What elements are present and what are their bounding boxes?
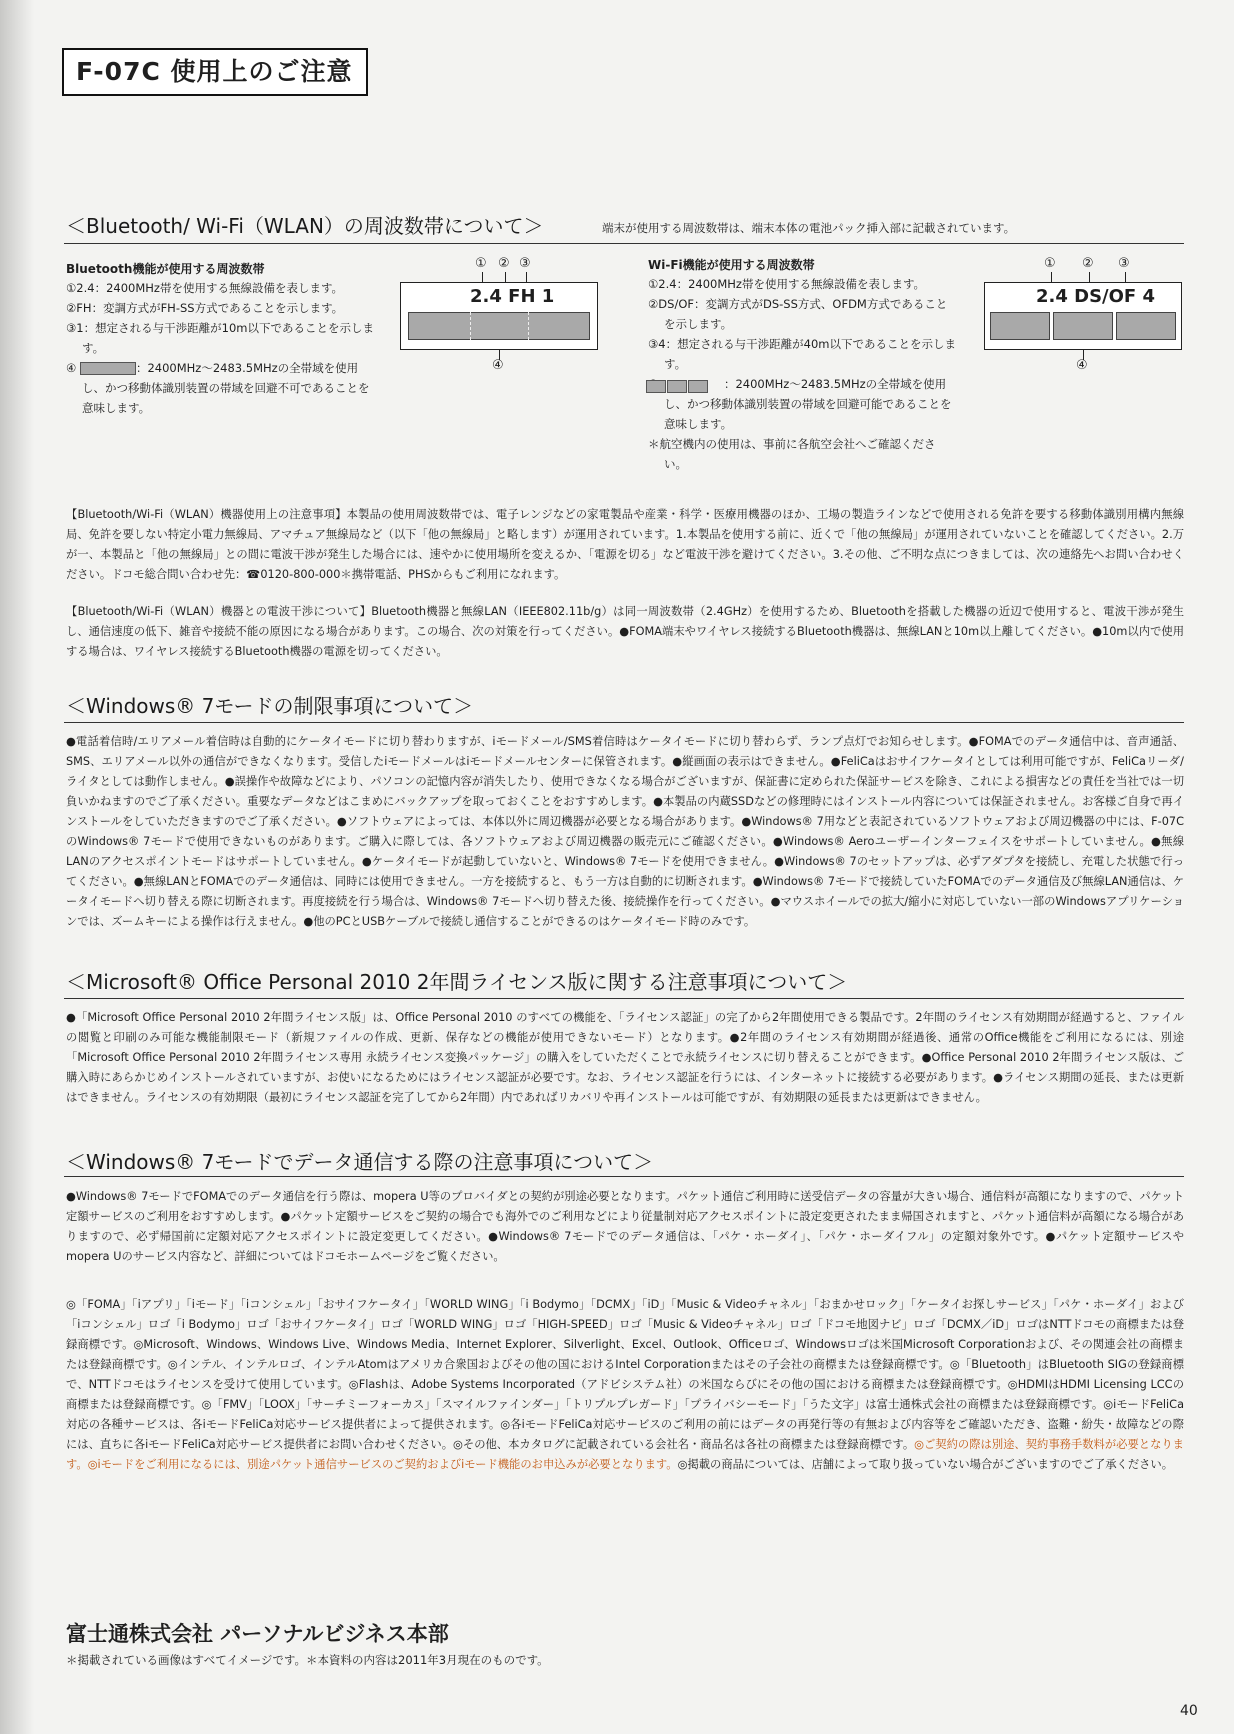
windows-section-title: ＜Windows® 7モードの制限事項について＞: [66, 694, 474, 718]
section-divider: [64, 243, 1184, 244]
list-item: [66, 358, 376, 418]
bt-marker-3: ③: [519, 256, 531, 271]
list-item: ＊航空機内の使用は、事前に各航空会社へご確認ください。: [648, 437, 936, 471]
list-item: [648, 374, 956, 434]
contract-notice-text: ◎ご契約の際は別途、契約事務手数料が必要となります。◎iモードをご利用になるには、別途パケット通信サービスのご契約およびiモード機能のお申込みが必要となります。: [66, 1438, 1184, 1471]
page-title: F-07C 使用上のご注意: [62, 48, 368, 96]
wifi-item4-text: ：2400MHz～2483.5MHzの全帯域を使用し、かつ移動体識別装置の帯域を回避可能であることを意味します。: [664, 377, 952, 431]
wifi-code: 2.4 DS/OF 4: [1036, 286, 1156, 307]
bt-marker-2: ②: [498, 256, 510, 271]
wifi-band-segment: [1116, 312, 1176, 340]
list-item: ①2.4：2400MHz帯を使用する無線設備を表します。: [648, 277, 926, 291]
wifi-band-segment: [1053, 312, 1113, 340]
store-notice-text: ◎掲載の商品については、店舗によって取り扱っていない場合がございますのでご了承ください。: [677, 1458, 1174, 1471]
wifi-item-list: [648, 274, 956, 474]
wifi-frequency-diagram: [984, 256, 1184, 372]
segmented-band-icon: [662, 379, 724, 390]
wifi-marker-4: ④: [1076, 358, 1088, 373]
bt-item-list: [66, 278, 376, 418]
company-name: 富士通株式会社 パーソナルビジネス本部: [66, 1622, 449, 1646]
list-item: ②FH：変調方式がFH-SS方式であることを示します。: [66, 301, 344, 315]
bluetooth-section-title: ＜Bluetooth/ Wi-Fi（WLAN）の周波数帯について＞: [66, 214, 544, 238]
bt-code: 2.4 FH 1: [470, 286, 555, 307]
bt-caution-paragraph: 【Bluetooth/Wi-Fi（WLAN）機器使用上の注意事項】本製品の使用周波数帯では、電子レンジなどの家電製品や産業・科学・医療用機器のほか、工場の製造ラインなどで使用される免許を要する移動体識別用構内無線局、免許を要しない特定小電力無線局、アマチュア無線局など（以下「他の無線局」と略します）が運用されています。1.本製品を使用する前に、近くで「他の無線局」が運用されていないことを確認してください。2.万が一、本製品と「他の無線局」との間に電波干渉が発生した場合には、速やかに使用場所を変えるか、「電源を切る」など電波干渉を避けてください。3.その他、ご不明な点につきましては、次の連絡先へお問い合わせください。ドコモ総合問い合わせ先：☎0120-800-000＊携帯電話、PHSからもご利用になれます。: [66, 508, 1184, 581]
wifi-marker-3: ③: [1118, 256, 1130, 271]
bt-frequency-diagram: [400, 256, 600, 372]
data-section-title: ＜Windows® 7モードでデータ通信する際の注意事項について＞: [66, 1150, 654, 1174]
gray-band-icon: [80, 362, 136, 375]
wifi-marker-1: ①: [1044, 256, 1056, 271]
office-section-title: ＜Microsoft® Office Personal 2010 2年間ライセンス版に関する注意事項について＞: [66, 970, 848, 994]
bt-band-bar: [408, 312, 590, 340]
office-license-paragraph: ●「Microsoft Office Personal 2010 2年間ライセンス版」は、Office Personal 2010 のすべての機能を、「ライセンス認証」の完了から2年間使用できる製品です。2年間のライセンス有効期間が経過すると、ファイルの閲覧と印刷のみ可能な機能制限モード（新規ファイルの作成、更新、保存などの機能が使用できないモード）となります。●2年間のライセンス有効期間が経過後、通常のOffice機能をご利用になるには、別途「Microsoft Office Personal 2010 2年間ライセンス専用 永続ライセンス変換パッケージ」の購入をしていただくことで永続ライセンスに切り替えることができます。●Office Personal 2010 2年間ライセンス版は、ご購入時にあらかじめインストールされていますが、お使いになるためにはライセンス認証が必要です。なお、ライセンス認証を行うには、インターネットに接続する必要があります。●ライセンス期間の延長、または更新はできません。ライセンスの有効期限（最初にライセンス認証を完了してから2年間）内であればリカバリや再インストールは可能ですが、有効期限の延長または更新はできません。: [66, 1011, 1184, 1104]
trademark-paragraph: [66, 1295, 1184, 1475]
list-item: ③1：想定される与干渉距離が10m以下であることを示します。: [66, 321, 374, 355]
wifi-heading: Wi-Fi機能が使用する周波数帯: [648, 258, 815, 272]
bt-item4-text: ：2400MHz～2483.5MHzの全帯域を使用し、かつ移動体識別装置の帯域を回避不可であることを意味します。: [82, 361, 370, 415]
section-divider: [64, 1176, 1184, 1177]
list-item: ③4：想定される与干渉距離が40m以下であることを示します。: [648, 337, 956, 371]
list-item: ②DS/OF：変調方式がDS-SS方式、OFDM方式であることを示します。: [648, 297, 948, 331]
page-binding-shadow: [0, 0, 34, 1734]
wifi-band-segment: [990, 312, 1050, 340]
trademark-text: ◎「FOMA」「iアプリ」「iモード」「iコンシェル」「おサイフケータイ」「WORLD WING」「i Bodymo」「DCMX」「iD」「Music & Videoチャネル」「おまかせロック」「ケータイお探しサービス」「パケ・ホーダイ」および「iコンシェル」ロゴ「i Bodymo」ロゴ「おサイフケータイ」ロゴ「WORLD WING」ロゴ「HIGH-SPEED」ロゴ「Music & Videoチャネル」ロゴ「ドコモ地図ナビ」ロゴ「DCMX／iD」ロゴはNTTドコモの商標または登録商標です。◎Microsoft、Windows、Windows Live、Windows Media、Internet Explorer、Silverlight、Excel、Outlook、Officeロゴ、Windowsロゴは米国Microsoft Corporationおよび、その関連会社の商標または登録商標です。◎インテル、インテルロゴ、インテルAtomはアメリカ合衆国およびその他の国におけるIntel Corporationまたはその子会社の商標または登録商標です。◎「Bluetooth」はBluetooth SIGの登録商標で、NTTドコモはライセンスを受けて使用しています。◎Flashは、Adobe Systems Incorporated（アドビシステム社）の米国ならびにその他の国における商標または登録商標です。◎HDMIはHDMI Licensing LCCの商標または登録商標です。◎「FMV」「LOOX」「サーチミーフォーカス」「スマイルファインダー」「トリプルプレガード」「プライバシーモード」「うた文字」は富士通株式会社の商標または登録商標です。◎iモードFeliCa対応の各種サービスは、各iモードFeliCa対応サービス提供者によって提供されます。◎各iモードFeliCa対応サービスのご利用の前にはデータの再発行等の有無および内容等をご確認いただき、盗難・紛失・故障などの際には、直ちに各iモードFeliCa対応サービス提供者にお問い合わせください。◎その他、本カタログに記載されている会社名・商品名は各社の商標または登録商標です。: [66, 1298, 1184, 1451]
page-number: 40: [1180, 1703, 1198, 1719]
bt-marker-1: ①: [475, 256, 487, 271]
section-divider: [64, 722, 1184, 723]
image-disclaimer: ＊掲載されている画像はすべてイメージです。＊本資料の内容は2011年3月現在のものです。: [66, 1653, 549, 1667]
section-divider: [64, 998, 1184, 999]
data-communication-paragraph: ●Windows® 7モードでFOMAでのデータ通信を行う際は、mopera U等のプロバイダとの契約が別途必要となります。パケット通信ご利用時に送受信データの容量が大きい場合、通信料が高額になりますので、パケット定額サービスのご利用をおすすめします。●パケット定額サービスをご契約の場合でも海外でのご利用などにより従量制対応アクセスポイントに設定変更されたまま帰国されますと、パケット通信料が高額になる場合がありますので、必ず帰国前に定額対応アクセスポイントに設定変更してください。●Windows® 7モードでのデータ通信は、「パケ・ホーダイ」、「パケ・ホーダイフル」の定額対象外です。●パケット定額サービスやmopera Uのサービス内容など、詳細についてはドコモホームページをご覧ください。: [66, 1190, 1184, 1263]
bt-interference-paragraph: 【Bluetooth/Wi-Fi（WLAN）機器との電波干渉について】Bluetooth機器と無線LAN（IEEE802.11b/g）は同一周波数帯（2.4GHz）を使用するため、Bluetoothを搭載した機器の近辺で使用すると、電波干渉が発生し、通信速度の低下、雑音や接続不能の原因になる場合があります。この場合、次の対策を行ってください。●FOMA端末やワイヤレス接続するBluetooth機器は、無線LANと10m以上離してください。●10m以内で使用する場合は、ワイヤレス接続するBluetooth機器の電源を切ってください。: [66, 605, 1184, 658]
wifi-marker-2: ②: [1082, 256, 1094, 271]
bt-item4-marker: ④: [66, 361, 77, 375]
list-item: ①2.4：2400MHz帯を使用する無線設備を表します。: [66, 281, 344, 295]
bluetooth-section-note: 端末が使用する周波数帯は、端末本体の電池パック挿入部に記載されています。: [602, 221, 1016, 235]
bt-heading: Bluetooth機能が使用する周波数帯: [66, 262, 265, 276]
windows-restrictions-paragraph: ●電話着信時/エリアメール着信時は自動的にケータイモードに切り替わりますが、iモードメール/SMS着信時はケータイモードに切り替わらず、ランプ点灯でお知らせします。●FOMAでのデータ通信中は、音声通話、SMS、エリアメール以外の通信ができなくなります。受信したiモードメールはiモードメールセンターに保管されます。●縦画面の表示はできません。●FeliCaはおサイフケータイとしては利用可能ですが、FeliCaリーダ/ライタとしては動作しません。●誤操作や故障などにより、パソコンの記憶内容が消失したり、使用できなくなる場合がございますが、保証書に定められた保証サービスを除き、これによる損害などの責任を当社では一切負いかねますのでご了承ください。重要なデータなどはこまめにバックアップを取っておくことをおすすめします。●本製品の内蔵SSDなどの修理時にはインストール内容については保証されません。お客様ご自身で再インストールをしていただきますのでご了承ください。●ソフトウェアによっては、本体以外に周辺機器が必要となる場合があります。●Windows® 7用などと表記されているソフトウェアおよび周辺機器の中には、F-07CのWindows® 7モードで使用できないものがあります。ご購入に際しては、各ソフトウェアおよび周辺機器の販売元にご確認ください。●Windows® Aeroユーザーインターフェイスをサポートしていません。●無線LANのアクセスポイントモードはサポートしていません。●ケータイモードが起動していないと、Windows® 7モードを使用できません。●Windows® 7のセットアップは、必ずアダプタを接続し、充電した状態で行ってください。●無線LANとFOMAでのデータ通信は、同時には使用できません。一方を接続すると、もう一方は自動的に切断されます。●Windows® 7モードで接続していたFOMAでのデータ通信及び無線LAN通信は、ケータイモードへ切り替える際に切断されます。再度接続を行う場合は、Windows® 7モードへ切り替えた後、接続操作を行ってください。●マウスホイールでの拡大/縮小に対応していない一部のWindowsアプリケーションでは、ズームキーによる操作は行えません。●他のPCとUSBケーブルで接続し通信することができるのはケータイモード時のみです。: [66, 735, 1184, 928]
bt-marker-4: ④: [492, 358, 504, 373]
